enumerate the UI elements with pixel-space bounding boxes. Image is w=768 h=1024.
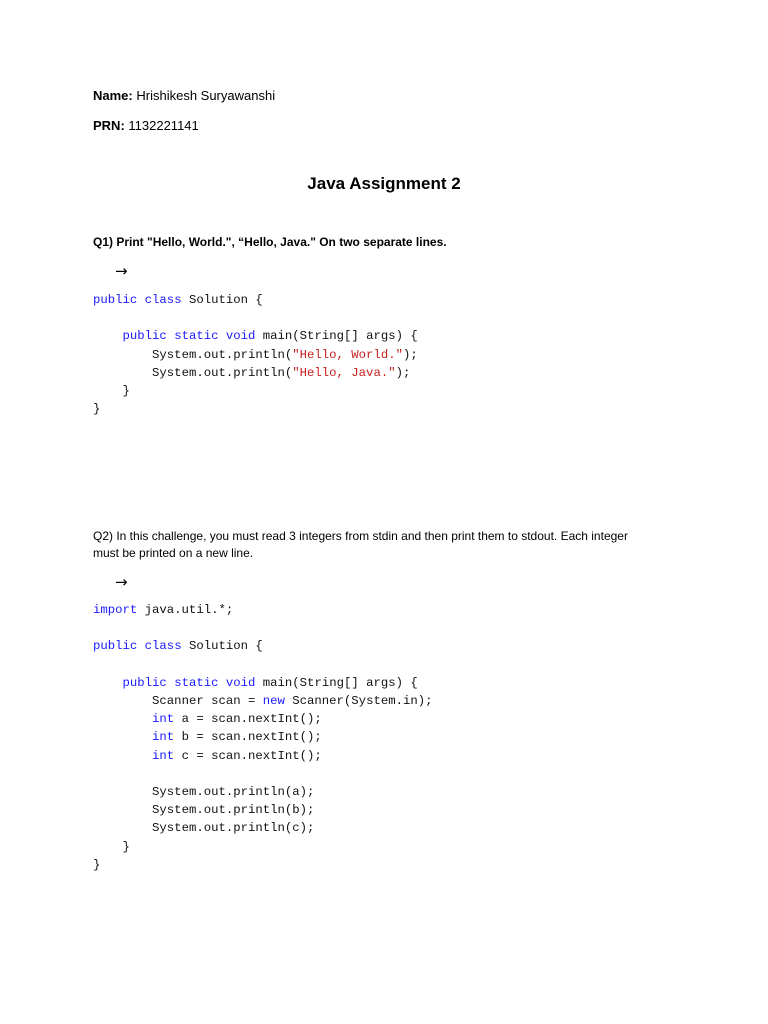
prn-value: 1132221141: [124, 118, 199, 133]
question-1-text: Q1) Print "Hello, World.", “Hello, Java." On two separate lines.: [93, 235, 447, 249]
right-arrow-icon: →: [115, 573, 128, 591]
code-line: public class Solution {: [93, 639, 263, 654]
code-line: }: [122, 839, 130, 854]
code-line: System.out.println("Hello, Java.");: [152, 365, 411, 380]
code-line: System.out.println(b);: [152, 803, 315, 818]
name-value: Hrishikesh Suryawanshi: [132, 88, 276, 103]
code-line: System.out.println("Hello, World.");: [152, 347, 418, 362]
question-2-text: Q2) In this challenge, you must read 3 integers from stdin and then print them to stdout. Each integer must be printed on a new line.: [93, 529, 628, 560]
prn-label: PRN:: [93, 118, 125, 133]
code-line: System.out.println(a);: [152, 785, 315, 800]
code-line: int c = scan.nextInt();: [152, 748, 322, 763]
right-arrow-icon: →: [115, 262, 128, 280]
code-line: }: [93, 402, 101, 417]
code-line: import java.util.*;: [93, 603, 234, 617]
code-block-1: [93, 291, 418, 418]
code-block-2: [93, 601, 432, 874]
code-line: int a = scan.nextInt();: [152, 712, 322, 727]
code-line: System.out.println(c);: [152, 821, 315, 836]
code-line: public class Solution {: [93, 293, 263, 307]
name-label: Name:: [93, 88, 133, 103]
code-line: }: [122, 384, 130, 399]
code-line: public static void main(String[] args) {: [122, 329, 418, 344]
code-line: public static void main(String[] args) {: [122, 675, 418, 690]
code-line: int b = scan.nextInt();: [152, 730, 322, 745]
code-line: }: [93, 857, 101, 872]
code-line: Scanner scan = new Scanner(System.in);: [152, 694, 433, 709]
student-name-line: [93, 88, 275, 104]
student-prn-line: [93, 118, 199, 134]
page-title: Java Assignment 2: [307, 174, 461, 193]
